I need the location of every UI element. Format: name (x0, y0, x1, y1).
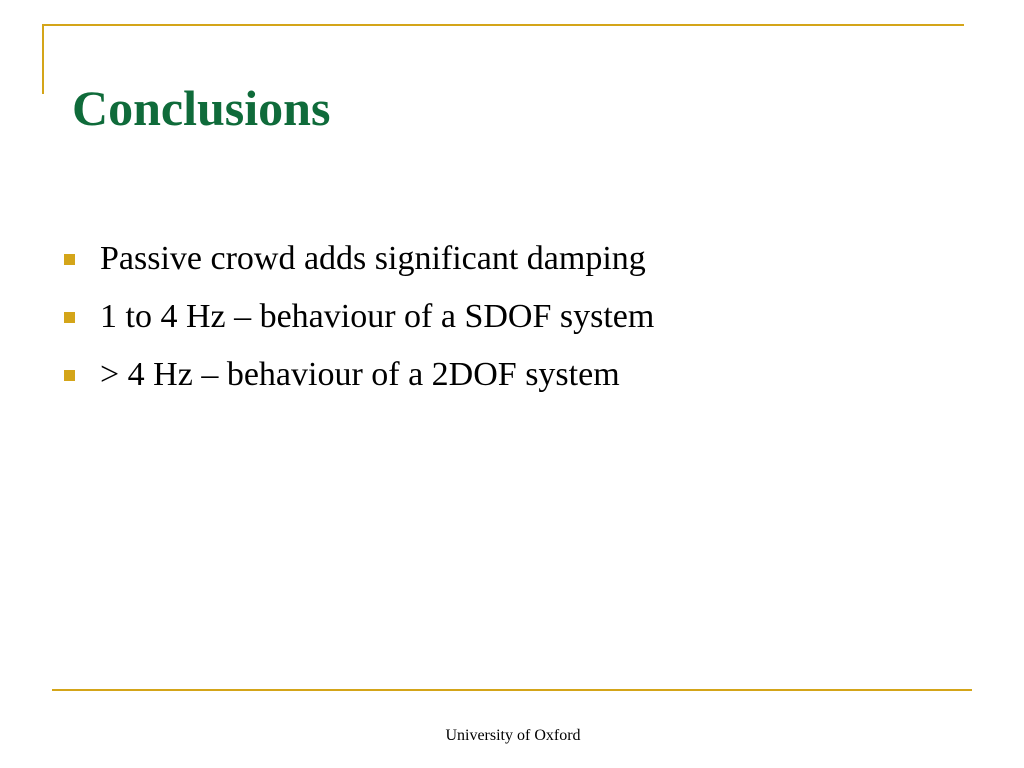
bullet-list (64, 230, 654, 404)
footer-institution (0, 726, 1024, 746)
footer-label: University of Oxford (445, 727, 581, 744)
slide-title: Conclusions (72, 80, 331, 136)
footer-divider (52, 689, 972, 691)
bullet-text: Passive crowd adds significant damping (100, 240, 646, 277)
bullet-item (64, 288, 654, 346)
square-bullet-icon (64, 312, 75, 323)
bullet-item (64, 230, 654, 288)
bullet-text: > 4 Hz – behaviour of a 2DOF system (100, 356, 620, 393)
bullet-item (64, 346, 654, 404)
square-bullet-icon (64, 254, 75, 265)
decorative-top-rule (42, 24, 964, 26)
bullet-text: 1 to 4 Hz – behaviour of a SDOF system (100, 298, 655, 335)
square-bullet-icon (64, 370, 75, 381)
decorative-left-rule (42, 24, 44, 94)
